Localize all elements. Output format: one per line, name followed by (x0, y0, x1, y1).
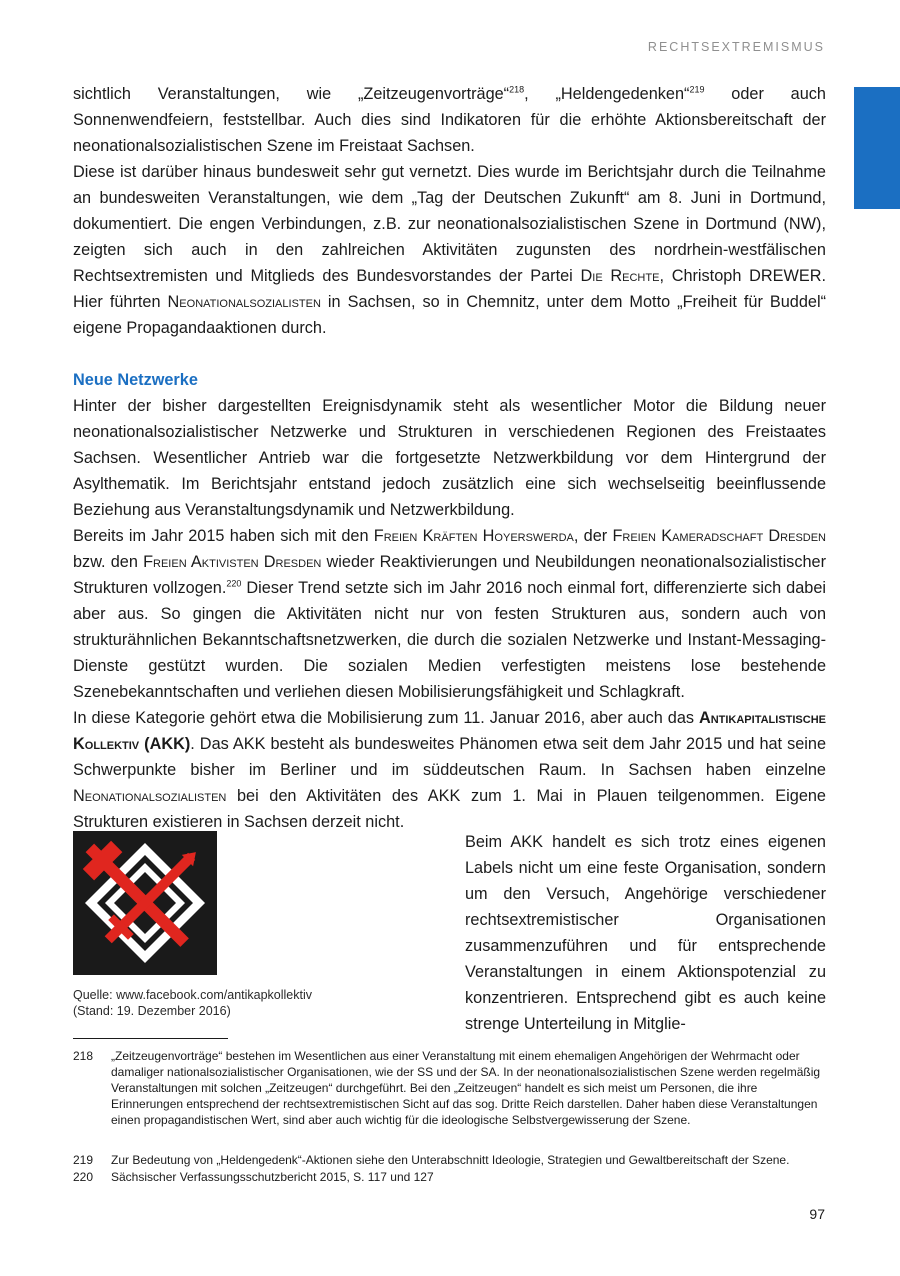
running-header: RECHTSEXTREMISMUS (647, 40, 825, 54)
section-heading: Neue Netzwerke (73, 371, 198, 389)
group-term: Neonationalsozialisten (167, 293, 321, 311)
org-name: Freien Aktivisten Dresden (143, 553, 322, 571)
akk-logo-icon (73, 831, 217, 975)
org-name: Antikapitalistische Kollektiv (73, 709, 826, 753)
paragraph-5: In diese Kategorie gehört etwa die Mobilisierung zum 11. Januar 2016, aber auch das Antikapitalistische Kollektiv (AKK). Das AKK besteht als bundesweites Phänomen etwa seit dem Jahr 2015 und hat seine Schwerpunkte bisher im Berliner und im süddeutschen Raum. In Sachsen haben einzelne Neonationalsozialisten bei den Aktivitäten des AKK zum 1. Mai in Plauen teilgenommen. Eigene Strukturen existieren in Sachsen derzeit nicht. (73, 709, 827, 831)
figure-caption (73, 987, 393, 1019)
paragraph-2: Diese ist darüber hinaus bundesweit sehr gut vernetzt. Dies wurde im Berichtsjahr durch die Teilnahme an bundesweiten Veranstaltungen, wie dem „Tag der Deutschen Zukunft“ am 8. Juni in Dortmund, dokumentiert. Die engen Verbindungen, z.B. zur neonationalsozialistischen Szene in Dortmund (NW), zeigten sich auch in den zahlreichen Aktivitäten zugunsten des nordrhein-westfälischen Rechtsextremisten und Mitglieds des Bundesvorstandes der Partei Die Rechte, Christoph DREWER. Hier führten Neonationalsozialisten in Sachsen, so in Chemnitz, unter dem Motto „Freiheit für Buddel“ eigene Propagandaaktionen durch. (73, 163, 826, 337)
page-number: 97 (809, 1206, 825, 1222)
org-name: Freien Kameradschaft Dresden (612, 527, 827, 545)
org-name: Die Rechte (580, 267, 660, 285)
org-name: Freien Kräften Hoyerswerda (373, 527, 574, 545)
group-term: Neonationalsozialisten (73, 787, 227, 805)
footnote-ref-220[interactable]: 220 (226, 578, 242, 589)
caption-date: (Stand: 19. Dezember 2016) (73, 1004, 231, 1018)
footnote-ref-219[interactable]: 219 (689, 84, 705, 95)
paragraph-4: Bereits im Jahr 2015 haben sich mit den Freien Kräften Hoyerswerda, der Freien Kameradschaft Dresden bzw. den Freien Aktivisten Dresden wieder Reaktivierungen und Neubildungen neonationalsozialistischer Strukturen vollzogen.$^{220}$ Dieser Trend setzte sich im Jahr 2016 noch einmal fort, differenzierte sich dabei aber aus. So gingen die Aktivitäten nicht nur von festen Strukturen aus, sondern auch von strukturähnlichen Bekanntschaftsnetzwerken, die durch die sozialen Netzwerke und Instant-Messaging-Dienste gestützt wurden. Die sozialen Medien verfestigten meistens lose bestehende Szenebekanntschaften und verliehen diesen Mobilisierungsfähigkeit und Schlagkraft. (73, 527, 827, 701)
akk-logo-image (73, 831, 217, 975)
paragraph-6: Beim AKK handelt es sich trotz eines eigenen Labels nicht um eine feste Organisation, sondern um den Versuch, Angehörige verschiedener rechtsextremistischer Organisationen zusammenzuführen und für entsprechende Veranstaltungen in einem Aktionspotenzial zu konzentrieren. Entsprechend gibt es auch keine strenge Unterteilung in Mitglie- (465, 833, 826, 1033)
chapter-tab (854, 87, 900, 209)
footnote-divider (73, 1038, 228, 1039)
org-abbreviation: (AKK) (139, 735, 191, 753)
footnote-219: 219 Zur Bedeutung von „Heldengedenk“-Aktionen siehe den Unterabschnitt Ideologie, Strategien und Gewaltbereitschaft der Szene. (73, 1153, 790, 1167)
footnote-ref-218[interactable]: 218 (509, 84, 525, 95)
caption-source: Quelle: www.facebook.com/antikapkollektiv (73, 988, 313, 1002)
footnote-218: 218 „Zeitzeugenvorträge“ bestehen im Wesentlichen aus einer Veranstaltung mit einem ehemaligen Angehörigen der Wehrmacht oder damaliger nationalsozialistischer Organisationen, wie der SS und der SA. In der neonationalsozialistischen Szene werden regelmäßig Veranstaltungen mit solchen „Zeitzeugen“ durchgeführt. Bei den „Zeitzeugen“ handelt es sich meist um Personen, die ihre Erinnerungen entsprechend der rechtsextremistischen Sicht auf das sog. Dritte Reich darstellen. Daher haben diese Veranstaltungen einen propagandistischen Wert, sind aber auch wichtig für die ideologische Selbstvergewisserung der Szene. (73, 1049, 821, 1127)
main-text (73, 81, 826, 835)
paragraph-3: Hinter der bisher dargestellten Ereignisdynamik steht als wesentlicher Motor die Bildung neuer neonationalsozialistischer Netzwerke und Strukturen in verschiedenen Regionen des Freistaates Sachsen. Wesentlicher Antrieb war die fortgesetzte Netzwerkbildung vor dem Hintergrund der Asylthematik. Im Berichtsjahr entstand jedoch zusätzlich eine sich wechselseitig beeinflussende Beziehung aus Veranstaltungsdynamik und Netzwerkbildung. (73, 397, 826, 519)
paragraph-1: sichtlich Veranstaltungen, wie „Zeitzeugenvorträge“$^{218}$, „Heldengedenken“$^{219}$ oder auch Sonnenwendfeiern, feststellbar. Auch dies sind Indikatoren für die erhöhte Aktionsbereitschaft der neonationalsozialistischen Szene im Freistaat Sachsen. (73, 84, 826, 155)
footnote-220: 220 Sächsischer Verfassungsschutzbericht 2015, S. 117 und 127 (73, 1170, 434, 1184)
